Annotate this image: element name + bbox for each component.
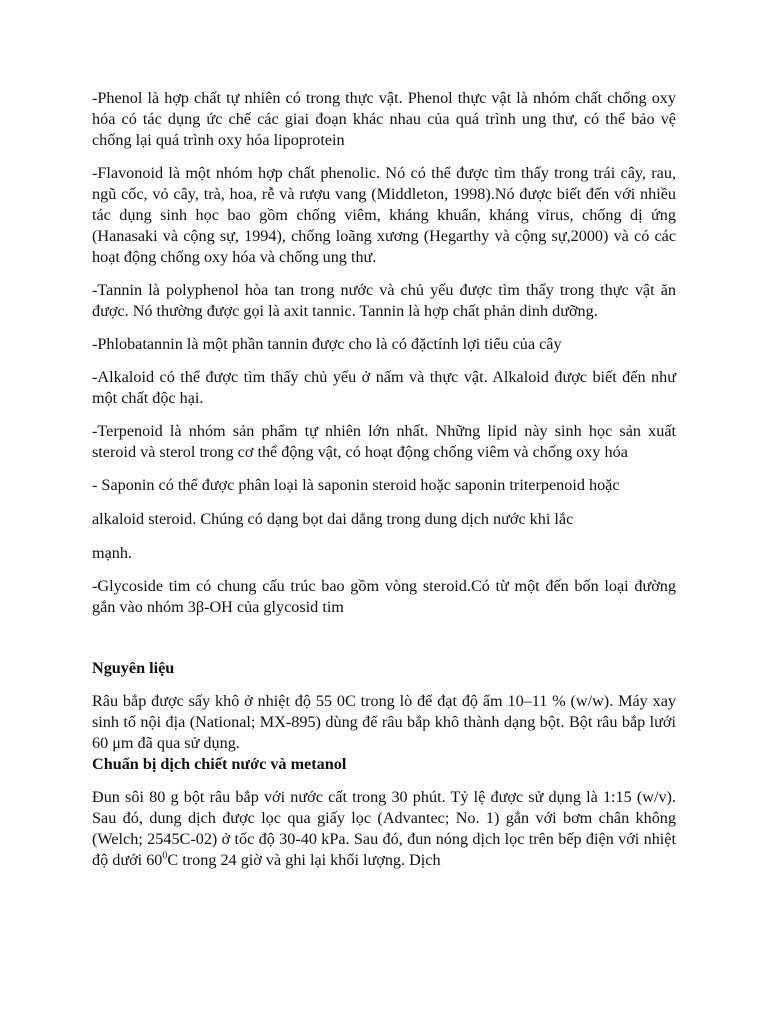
heading-extract-prep: Chuẩn bị dịch chiết nước và metanol bbox=[92, 755, 347, 773]
paragraph-glycoside: -Glycoside tim có chung cấu trúc bao gồm vòng steroid.Có từ một đến bốn loại đường gắn vào nhóm 3β-OH của glycosid tim bbox=[92, 577, 676, 616]
paragraph-phenol: -Phenol là hợp chất tự nhiên có trong thực vật. Phenol thực vật là nhóm chất chống oxy hóa có tác dụng ức chế các giai đoạn khác nhau của quá trình ung thư, có thể bảo vệ chống lại quá trình oxy hóa lipoprotein bbox=[92, 89, 676, 149]
paragraph-saponin-cont: alkaloid steroid. Chúng có dạng bọt dai dẳng trong dung dịch nước khi lắc bbox=[92, 510, 574, 528]
paragraph-materials: Râu bắp được sấy khô ở nhiệt độ 55 0C trong lò để đạt độ ẩm 10–11 % (w/w). Máy xay sinh tố nội địa (National; MX-895) dùng để râu bắp khô thành dạng bột. Bột râu bắp lưới 60 μm đã qua sử dụng. bbox=[92, 692, 676, 752]
paragraph-terpenoid: -Terpenoid là nhóm sản phẩm tự nhiên lớn nhất. Những lipid này sinh học sản xuất steroid và sterol trong cơ thể động vật, có hoạt động chống viêm và chống oxy hóa bbox=[92, 422, 676, 461]
paragraph-flavonoid: -Flavonoid là một nhóm hợp chất phenolic. Nó có thể được tìm thấy trong trái cây, rau, ngũ cốc, vỏ cây, trà, hoa, rễ và rượu vang (Middleton, 1998).Nó được biết đến với nhiều tác dụng sinh học bao gồm chống viêm, kháng khuẩn, kháng virus, chống dị ứng (Hanasaki và cộng sự, 1994), chống loãng xương (Hegarthy và cộng sự,2000) và có các hoạt động chống oxy hóa và chống ung thư. bbox=[92, 164, 676, 266]
paragraph-phlobatannin: -Phlobatannin là một phần tannin được cho là có đặctính lợi tiểu của cây bbox=[92, 335, 562, 353]
paragraph-saponin-end: mạnh. bbox=[92, 544, 133, 562]
degree-superscript: 0 bbox=[162, 850, 168, 862]
paragraph-tannin: -Tannin là polyphenol hòa tan trong nước và chủ yếu được tìm thấy trong thực vật ăn được. Nó thường được gọi là axit tannic. Tannin là hợp chất phản dinh dưỡng. bbox=[92, 281, 676, 320]
paragraph-saponin: - Saponin có thể được phân loại là saponin steroid hoặc saponin triterpenoid hoặc bbox=[92, 476, 620, 494]
paragraph-extract-prep bbox=[92, 787, 676, 871]
paragraph-alkaloid: -Alkaloid có thể được tìm thấy chủ yếu ở nấm và thực vật. Alkaloid được biết đến như một chất độc hại. bbox=[92, 368, 676, 407]
heading-materials: Nguyên liệu bbox=[92, 659, 175, 677]
extract-text-part2: C trong 24 giờ và ghi lại khối lượng. Dịch bbox=[167, 851, 441, 869]
extract-text-part1: Đun sôi 80 g bột râu bắp với nước cất trong 30 phút. Tỷ lệ được sử dụng là 1:15 (w/v). Sau đó, dung dịch được lọc qua giấy lọc (Advantec; No. 1) gắn với bơm chân không (Welch; 2545C-02) ở tốc độ 30-40 kPa. Sau đó, đun nóng dịch lọc trên bếp điện với nhiệt độ dưới 60 bbox=[92, 788, 676, 869]
